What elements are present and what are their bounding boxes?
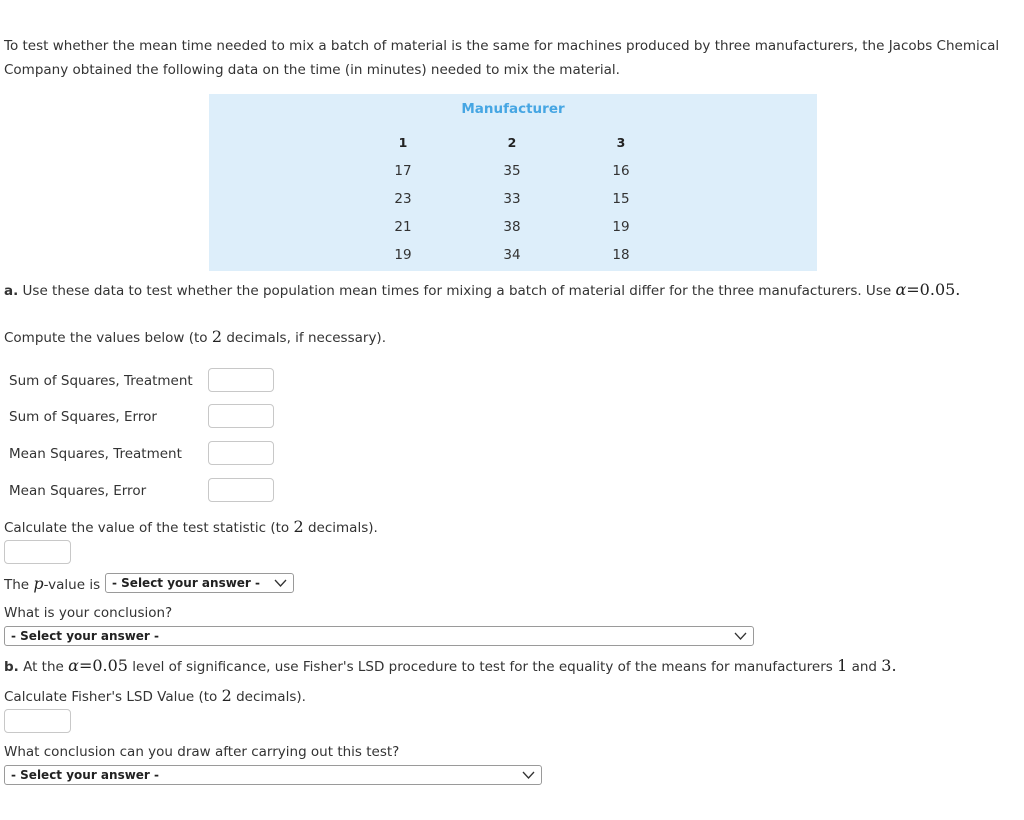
conclusion-selected: - Select your answer -: [11, 629, 160, 643]
lsd-conclusion-question: What conclusion can you draw after carrying out this test?: [4, 744, 400, 760]
table-column-2: [482, 129, 542, 269]
ss-treatment-input[interactable]: [208, 368, 274, 392]
compute-instruction: [4, 327, 386, 346]
data-table: [209, 94, 817, 271]
part-b-text-2: level of significance, use Fisher's LSD procedure to test for the equality of the means for manufacturers: [132, 659, 833, 675]
part-a-label: a.: [4, 283, 19, 299]
column-header: 2: [507, 135, 517, 150]
p-symbol: p: [33, 574, 44, 593]
lsd-conclusion-select[interactable]: [4, 765, 542, 785]
alpha-symbol: α: [895, 280, 907, 299]
ss-error-input[interactable]: [208, 404, 274, 428]
table-cell: 15: [612, 191, 630, 207]
pvalue-suffix: -value is: [43, 577, 101, 593]
lsd-conclusion-selected: - Select your answer -: [11, 768, 160, 782]
chevron-down-icon: [522, 770, 535, 780]
test-stat-instruction: [4, 517, 378, 536]
ms-error-label: Mean Squares, Error: [9, 483, 147, 499]
period: .: [955, 280, 961, 299]
lsd-text: Calculate Fisher's LSD Value (to: [4, 689, 218, 705]
table-cell: 19: [394, 247, 412, 263]
chevron-down-icon: [274, 578, 287, 588]
pvalue-selected: - Select your answer -: [112, 576, 261, 590]
table-title: Manufacturer: [461, 101, 565, 117]
part-b-prompt: [4, 656, 897, 675]
lsd-value-input[interactable]: [4, 709, 71, 733]
manufacturer-3: 3: [881, 656, 892, 675]
decimal-count: 2: [221, 686, 232, 705]
pvalue-label: [4, 574, 100, 593]
table-column-1: [373, 129, 433, 269]
alpha-value: 0.05: [92, 656, 128, 675]
pvalue-prefix: The: [4, 577, 30, 593]
table-cell: 16: [612, 163, 630, 179]
table-cell: 38: [503, 219, 521, 235]
table-column-3: [591, 129, 651, 269]
column-header: 1: [398, 135, 408, 150]
problem-intro: [4, 34, 1020, 82]
decimal-count: 2: [293, 517, 304, 536]
test-stat-text: Calculate the value of the test statistic (to: [4, 520, 290, 536]
part-b-text-1: At the: [23, 659, 64, 675]
pvalue-select[interactable]: [105, 573, 294, 593]
table-cell: 34: [503, 247, 521, 263]
compute-text-after: decimals, if necessary).: [226, 330, 386, 346]
table-cell: 33: [503, 191, 521, 207]
column-header: 3: [616, 135, 626, 150]
ms-treatment-label: Mean Squares, Treatment: [9, 446, 182, 462]
chevron-down-icon: [734, 631, 747, 641]
test-statistic-input[interactable]: [4, 540, 71, 564]
ms-treatment-input[interactable]: [208, 441, 274, 465]
ss-treatment-label: Sum of Squares, Treatment: [9, 373, 193, 389]
intro-line-1: To test whether the mean time needed to mix a batch of material is the same for machines produced by three manufacturers, the Jacobs Chemical: [4, 38, 1000, 54]
period: .: [891, 656, 897, 675]
equals-sign: =: [78, 656, 93, 675]
manufacturer-1: 1: [837, 656, 848, 675]
ms-error-input[interactable]: [208, 478, 274, 502]
part-a-text: Use these data to test whether the population mean times for mixing a batch of material differ for the three manufacturers. Use: [22, 283, 892, 299]
compute-text: Compute the values below (to: [4, 330, 208, 346]
conclusion-select[interactable]: [4, 626, 754, 646]
conclusion-question: What is your conclusion?: [4, 605, 173, 621]
ss-error-label: Sum of Squares, Error: [9, 409, 157, 425]
part-b-label: b.: [4, 659, 19, 675]
decimal-count: 2: [211, 327, 223, 346]
table-cell: 19: [612, 219, 630, 235]
alpha-symbol: α: [68, 656, 79, 675]
part-a-prompt: [4, 280, 960, 299]
and-text: and: [851, 659, 877, 675]
test-stat-text-after: decimals).: [307, 520, 378, 536]
table-cell: 17: [394, 163, 412, 179]
alpha-value: 0.05: [919, 280, 956, 299]
equals-sign: =: [906, 280, 920, 299]
lsd-text-after: decimals).: [236, 689, 306, 705]
intro-line-2: Company obtained the following data on the time (in minutes) needed to mix the material.: [4, 62, 620, 78]
table-cell: 23: [394, 191, 412, 207]
table-cell: 35: [503, 163, 521, 179]
lsd-instruction: [4, 686, 306, 705]
table-cell: 18: [612, 247, 630, 263]
table-cell: 21: [394, 219, 412, 235]
